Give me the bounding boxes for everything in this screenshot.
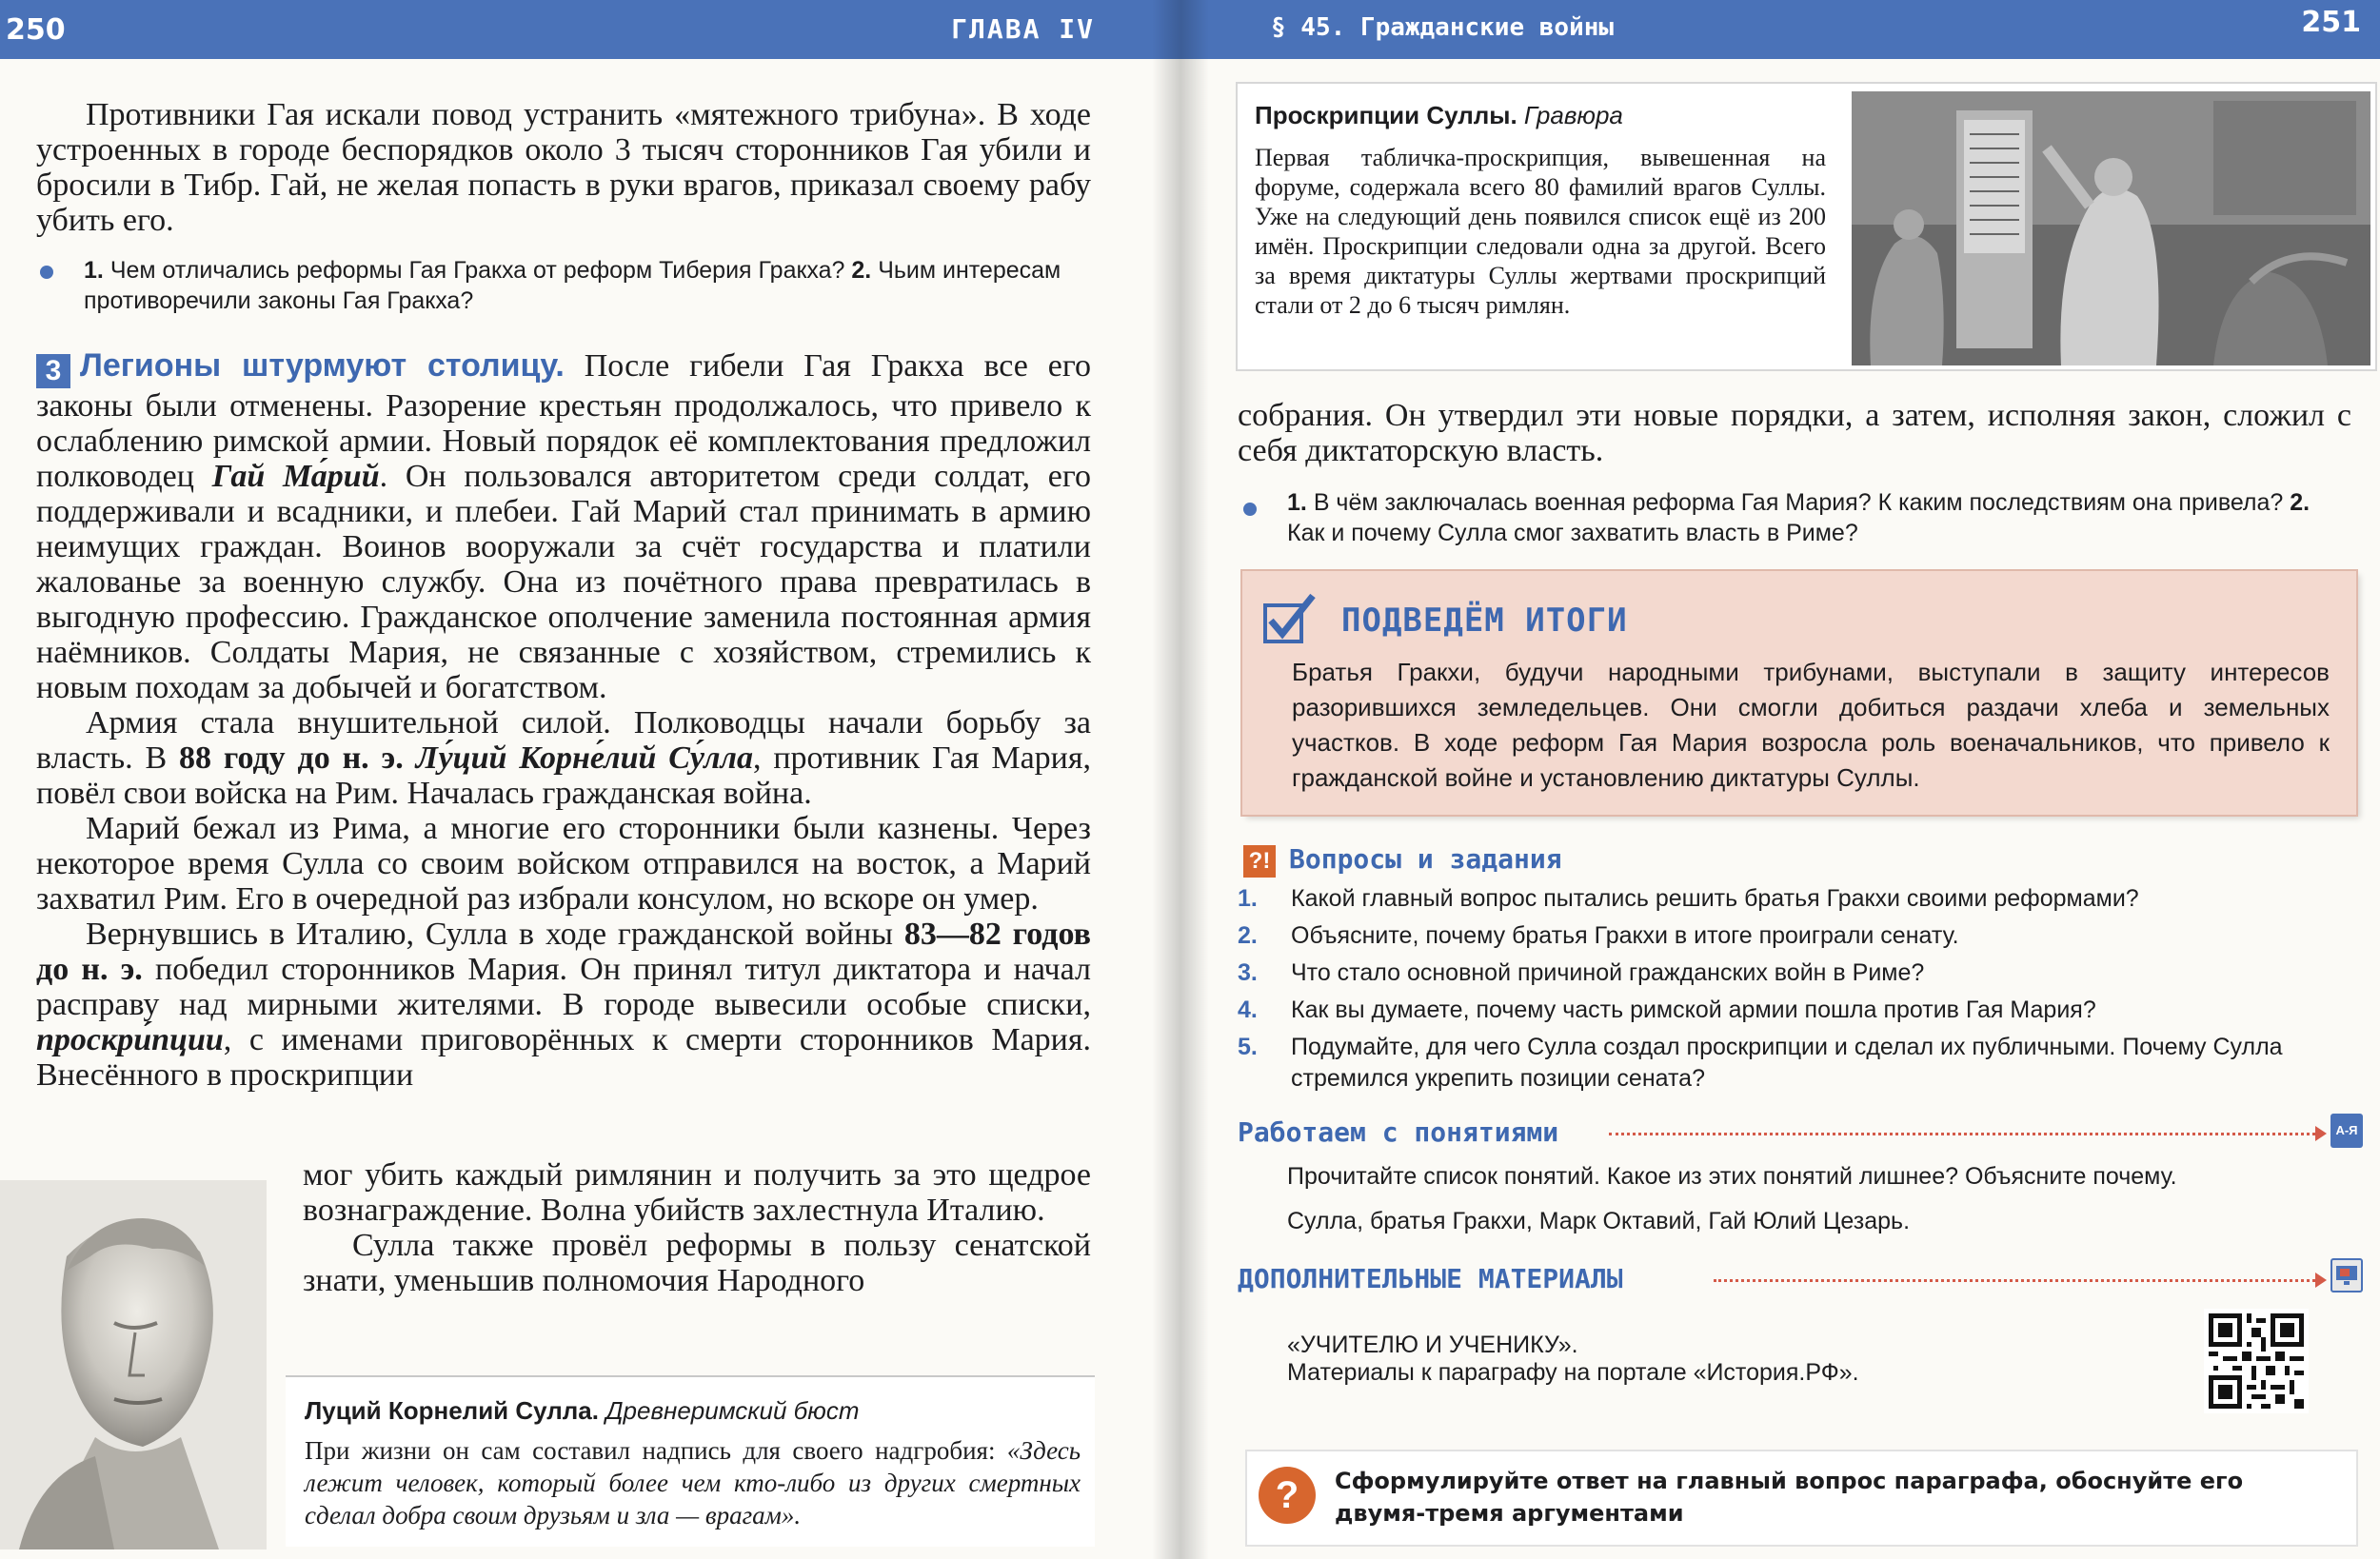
task-item-1 [1238, 883, 2351, 916]
left-header [0, 0, 1180, 59]
s3-p2-date: 88 году до н. э. [179, 740, 404, 776]
bust-title-bold: Луций Корнелий Сулла. [305, 1396, 599, 1425]
bust-illustration [0, 1180, 267, 1549]
s3-p4-b: победил сторонников Мария. Он принял титул диктатора и начал расправу над мирными жителями. В городе вывесили особые списки, [36, 952, 1092, 1022]
q1-num2: 2. [851, 257, 872, 284]
right-header [1180, 0, 2380, 59]
q2-text2: Как и почему Сулла смог захватить власть в Риме? [1287, 520, 1858, 546]
q1-text2: Чьим интересам противоречили законы Гая Гракха? [84, 257, 1061, 314]
section-3-text [36, 348, 1091, 1093]
bust-caption-box [286, 1375, 1095, 1547]
questions-heading: Вопросы и задания [1289, 843, 1562, 875]
extra-line-1: «УЧИТЕЛЮ И УЧЕНИКУ». [1287, 1332, 1578, 1358]
section-heading: Легионы штурмуют столицу. [80, 347, 565, 384]
bust-text-plain: При жизни он сам составил надпись для своего надгробия: [305, 1436, 996, 1465]
checkbox-check-icon [1261, 592, 1319, 645]
s3-p4-d: мог убить каждый римлянин и получить за это щедрое вознаграждение. Волна убийств захлестнула Италию. [303, 1157, 1091, 1228]
qr-code-icon[interactable] [2204, 1309, 2309, 1413]
bust-title-italic: Древнеримский бюст [605, 1396, 860, 1425]
question-bullet-icon [40, 266, 53, 279]
s3-p2-b: , противник Гая Мария, повёл свои войска на Рим. Началась гражданская война. [36, 740, 1092, 811]
task-text: Что стало основной причиной гражданских войн в Риме? [1291, 959, 1925, 986]
task-num: 1. [1238, 885, 1258, 912]
s3-p4-date: 83—82 годов до н. э. [36, 917, 1091, 987]
q2-num2: 2. [2290, 489, 2311, 516]
task-item-5 [1238, 1032, 2351, 1098]
engraving-title-bold: Проскрипции Суллы. [1255, 101, 1517, 129]
q2-text1: В чём заключалась военная реформа Гая Мария? К каким последствиям она привела? [1313, 489, 2284, 516]
s3-p1-a: После гибели Гая Гракха все его законы были отменены. Разорение крестьян продолжалось, что привело к ослаблению римской армии. Новый порядок её комплектования предложил полководец [36, 348, 1091, 494]
bust-caption-title [305, 1396, 860, 1426]
gutter-shadow-left [1152, 0, 1180, 1559]
final-question-text: Сформулируйте ответ на главный вопрос параграфа, обоснуйте его двумя-тремя аргументами [1335, 1468, 2244, 1527]
q1-text1: Чем отличались реформы Гая Гракха от реформ Тиберия Гракха? [109, 257, 845, 284]
monitor-glyph-icon [2333, 1262, 2360, 1289]
continued-text: собрания. Он утвердил эти новые порядки, а затем, исполняя закон, сложил с себя диктаторскую власть. [1238, 398, 2351, 468]
concepts-heading: Работаем с понятиями [1238, 1116, 1559, 1148]
wrapped-text [303, 1157, 1091, 1298]
engraving-title-italic: Гравюра [1523, 101, 1623, 129]
bust-caption-text [305, 1434, 1081, 1531]
engraving-caption-text: Первая табличка-проскрипция, вывешенная на форуме, содержала всего 80 фамилий врагов Суллы. Уже на следующий день появился список ещё из 200 имён. Проскрипции следовали одна за другой. Всего за время диктатуры Суллы жертвами проскрипций стали от 2 до 6 тысяч римлян. [1255, 144, 1826, 319]
s3-p5: Сулла также провёл реформы в пользу сенатской знати, уменьшив полномочия Народного [303, 1228, 1091, 1298]
proscription-engraving-image [1852, 91, 2370, 365]
engraving-box [1238, 84, 2375, 369]
question-block-1 [84, 255, 1093, 316]
right-page [1180, 0, 2380, 1559]
page-number-left: 250 [6, 13, 66, 47]
engraving-caption-title [1255, 101, 1623, 130]
engraving-illustration [1852, 91, 2370, 365]
sulla-bust-image [0, 1180, 267, 1549]
dictionary-icon: А-Я [2330, 1114, 2363, 1148]
page-number-right: 251 [2301, 6, 2361, 39]
task-item-4 [1238, 995, 2351, 1027]
task-text: Объясните, почему братья Гракхи в итоге проиграли сенату. [1291, 922, 1959, 949]
concepts-instruction: Прочитайте список понятий. Какое из этих понятий лишнее? Объясните почему. [1287, 1163, 2177, 1190]
extra-arrow-icon [2315, 1273, 2327, 1288]
task-num: 5. [1238, 1034, 1258, 1060]
concepts-dotted-line [1609, 1133, 2315, 1135]
s3-p2-name: Лу́ций Корне́лий Су́лла [415, 740, 753, 776]
s3-p4-term: проскри́пции [36, 1022, 224, 1057]
task-text: Подумайте, для чего Сулла создал проскрипции и сделал их публичными. Почему Сулла стремился укрепить позиции сената? [1291, 1034, 2283, 1092]
task-num: 4. [1238, 997, 1258, 1023]
q1-num1: 1. [84, 257, 104, 284]
extra-dotted-line [1714, 1279, 2315, 1282]
summary-title: ПОДВЕДЁМ ИТОГИ [1341, 602, 1628, 640]
question-mark-icon: ? [1259, 1467, 1316, 1524]
task-item-2 [1238, 920, 2351, 953]
task-item-3 [1238, 957, 2351, 990]
bust-text-italic: «Здесь лежит человек, который более чем кто-либо из других смертных сделал добра своим друзьям и зла — врагам». [305, 1436, 1081, 1529]
s3-p1-b: . Он пользовался авторитетом среди солдат, его поддерживали и всадники, и плебеи. Гай Марий стал принимать в армию неимущих граждан. Воинов вооружали за счёт государства и платили жалованье за военную службу. Она из почётного права превратилась в выгодную профессию. Гражданское ополчение заменила постоянная армия наёмников. Солдаты Мария, не связанные с хозяйством, стремились к новым походам за добычей и богатством. [36, 459, 1091, 705]
qr-code-graphic [2204, 1309, 2309, 1413]
questions-exclamation-icon: ?! [1243, 845, 1276, 878]
s3-p2-a: Армия стала внушительной силой. Полководцы начали борьбу за власть. В [36, 705, 1091, 776]
question-bullet-icon-2 [1243, 503, 1257, 516]
s3-p4-c: , с именами приговорённых к смерти сторонников Мария. Внесённого в проскрипции [36, 1022, 1091, 1093]
q2-num1: 1. [1287, 489, 1307, 516]
summary-text: Братья Гракхи, будучи народными трибунами, выступали в защиту интересов разорившихся земледельцев. Они смогли добиться раздачи хлеба и земельных участков. В ходе реформ Гая Мария возросла роль военачальников, что привело к гражданской войне и установлению диктатуры Суллы. [1292, 658, 2330, 792]
task-text: Как вы думаете, почему часть римской армии пошла против Гая Мария? [1291, 997, 2096, 1023]
s3-p1-name: Гай Ма́рий [211, 459, 380, 494]
task-text: Какой главный вопрос пытались решить братья Гракхи своими реформами? [1291, 885, 2139, 912]
section-number-badge: 3 [36, 354, 70, 388]
left-page [0, 0, 1180, 1559]
monitor-icon [2330, 1258, 2363, 1293]
s3-p3: Марий бежал из Рима, а многие его сторонники были казнены. Через некоторое время Сулла со своим войском отправился на восток, а Марий захватил Рим. Его в очередной раз избрали консулом, но вскоре он умер. [36, 811, 1091, 917]
s3-p4-a: Вернувшись в Италию, Сулла в ходе гражданской войны [86, 917, 893, 952]
extra-heading: ДОПОЛНИТЕЛЬНЫЕ МАТЕРИАЛЫ [1238, 1263, 1623, 1294]
paragraph-top: Противники Гая искали повод устранить «мятежного трибуна». В ходе устроенных в городе беспорядков около 3 тысяч сторонников Гая убили и бросили в Тибр. Гай, не желая попасть в руки врагов, приказал своему рабу убить его. [36, 97, 1091, 238]
concepts-arrow-icon [2315, 1126, 2327, 1141]
gutter-shadow-right [1180, 0, 1209, 1559]
summary-box [1242, 571, 2356, 815]
final-question-box [1247, 1451, 2356, 1545]
task-num: 2. [1238, 922, 1258, 949]
concepts-list: Сулла, братья Гракхи, Марк Октавий, Гай Юлий Цезарь. [1287, 1208, 1911, 1234]
chapter-title: ГЛАВА IV [951, 13, 1095, 45]
question-block-2 [1287, 487, 2353, 548]
task-num: 3. [1238, 959, 1258, 986]
section-title: § 45. Гражданские войны [1271, 13, 1615, 42]
extra-link-line[interactable]: Материалы к параграфу на портале «История.РФ». [1287, 1359, 1859, 1386]
